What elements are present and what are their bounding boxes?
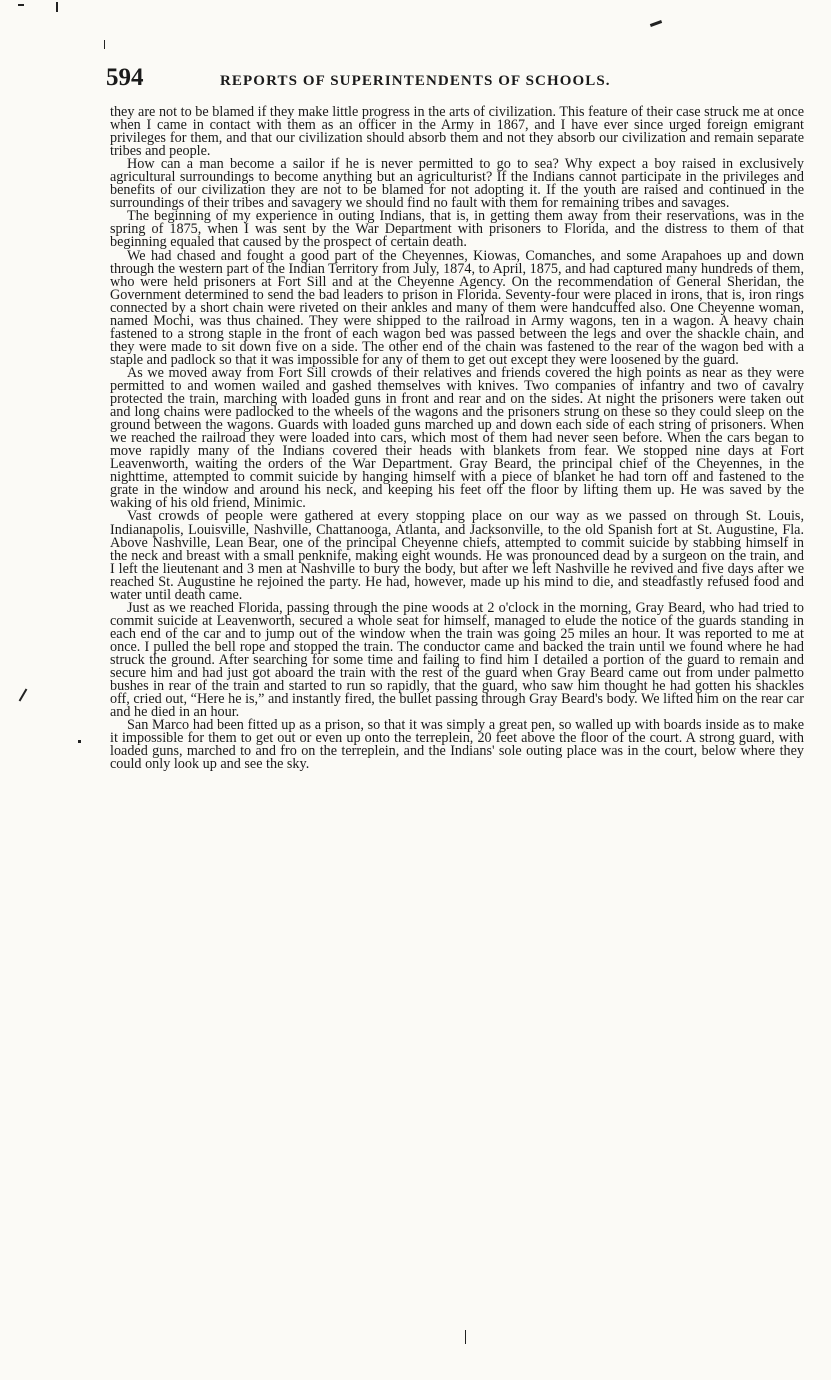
paragraph: The beginning of my experience in outing Indians, that is, in getting them away from their reservations, was in the spring of 1875, when I was sent by the War Department with prisoners to Florida, and the distress to them of that beginning equaled that caused by the prospect of certain death. — [110, 208, 804, 251]
running-head: REPORTS OF SUPERINTENDENTS OF SCHOOLS. — [220, 73, 611, 89]
page-number: 594 — [106, 64, 144, 91]
paragraph: they are not to be blamed if they make little progress in the arts of civilization. This feature of their case struck me at once when I came in contact with them as an officer in the Army in 1867, and I have ever since urged foreign emigrant privileges for them, and that our civilization should absorb them and not they absorb our civilization and remain separate tribes and people. — [110, 104, 804, 160]
page-header — [106, 64, 804, 106]
print-speck — [650, 20, 662, 27]
paragraph: San Marco had been fitted up as a prison, so that it was simply a great pen, so walled up with boards inside as to make it impossible for them to get out or even up onto the terreplein, 20 feet above the floor of the court. A strong guard, with loaded guns, marched to and fro on the terreplein, and the Indians' sole outing place was in the court, below where they could only look up and see the sky. — [110, 717, 804, 773]
paragraph: We had chased and fought a good part of the Cheyennes, Kiowas, Comanches, and some Arapahoes up and down through the western part of the Indian Territory from July, 1874, to April, 1875, and had captured many hundreds of them, who were held prisoners at Fort Sill and at the Cheyenne Agency. On the recommendation of General Sheridan, the Government determined to send the bad leaders to prison in Florida. Seventy-four were placed in irons, that is, iron rings connected by a short chain were riveted on their ankles and many of them were handcuffed also. One Cheyenne woman, named Mochi, was thus chained. They were shipped to the railroad in Army wagons, ten in a wagon. A heavy chain fastened to a strong staple in the front of each wagon bed was passed between the legs and over the shackle chain, and they were made to sit down five on a side. The other end of the chain was fastened to the rear of the wagon bed with a staple and padlock so that it was impossible for any of them to get out except they were loosened by the guard. — [110, 247, 804, 368]
paragraph: Just as we reached Florida, passing through the pine woods at 2 o'clock in the morning, Gray Beard, who had tried to commit suicide at Leavenworth, secured a whole seat for himself, managed to elude the notice of the guards standing in each end of the car and to jump out of the window when the train was going 25 miles an hour. It was reported to me at once. I pulled the bell rope and stopped the train. The conductor came and backed the train until we found where he had struck the ground. After searching for some time and failing to find him I detailed a portion of the guard to remain and secure him and had just got aboard the train with the rest of the guard when Gray Beard came out from under palmetto bushes in rear of the train and started to run so rapidly, that the guard, who saw him thought he had gotten his shackles off, cried out, “Here he is,” and instantly fired, the bullet passing through Gray Beard's body. We lifted him on the rear car and he died in an hour. — [110, 599, 804, 721]
print-speck — [104, 40, 105, 49]
print-speck — [18, 4, 24, 6]
paragraph: How can a man become a sailor if he is never permitted to go to sea? Why expect a boy raised in exclusively agricultural surroundings to become anything but an agriculturist? If the Indians cannot participate in the privileges and benefits of our civilization they are not to be blamed for not adopting it. If the youth are raised and continued in the surroundings of their tribes and savagery we should find no fault with them for remaining tribes and savages. — [110, 156, 804, 212]
print-speck — [56, 2, 58, 12]
print-speck — [78, 740, 81, 743]
body-text — [110, 106, 804, 771]
print-speck — [465, 1330, 466, 1344]
paragraph: As we moved away from Fort Sill crowds of their relatives and friends covered the high points as near as they were permitted to and women wailed and gashed themselves with knives. Two companies of infantry and two of cavalry protected the train, marching with loaded guns in front and rear and on the sides. At night the prisoners were taken out and long chains were padlocked to the wheels of the wagons and the prisoners strung on these so they could sleep on the ground between the wagons. Guards with loaded guns marched up and down each side of each string of prisoners. When we reached the railroad they were loaded into cars, which most of them had never seen before. When the cars began to move rapidly many of the Indians covered their heads with blankets from fear. We stopped nine days at Fort Leavenworth, waiting the orders of the War Department. Gray Beard, the principal chief of the Cheyennes, in the nighttime, attempted to commit suicide by hanging himself with a piece of blanket he had torn off and fastened to the grate in the window and around his neck, and keeping his feet off the floor by lifting them up. He was saved by the waking of his old friend, Minimic. — [110, 364, 804, 512]
print-speck — [19, 688, 28, 701]
paragraph: Vast crowds of people were gathered at every stopping place on our way as we passed on through St. Louis, Indianapolis, Louisville, Nashville, Chattanooga, Atlanta, and Jacksonville, to the old Spanish fort at St. Augustine, Fla. Above Nashville, Lean Bear, one of the principal Cheyenne chiefs, attempted to commit suicide by stabbing himself in the neck and breast with a small penknife, making eight wounds. He was pronounced dead by a surgeon on the train, and I left the lieutenant and 3 men at Nashville to bury the body, but after we left Nashville he revived and five days after we reached St. Augustine he rejoined the party. He had, however, made up his mind to die, and steadfastly refused food and water until death came. — [110, 508, 804, 603]
document-page — [106, 64, 804, 773]
